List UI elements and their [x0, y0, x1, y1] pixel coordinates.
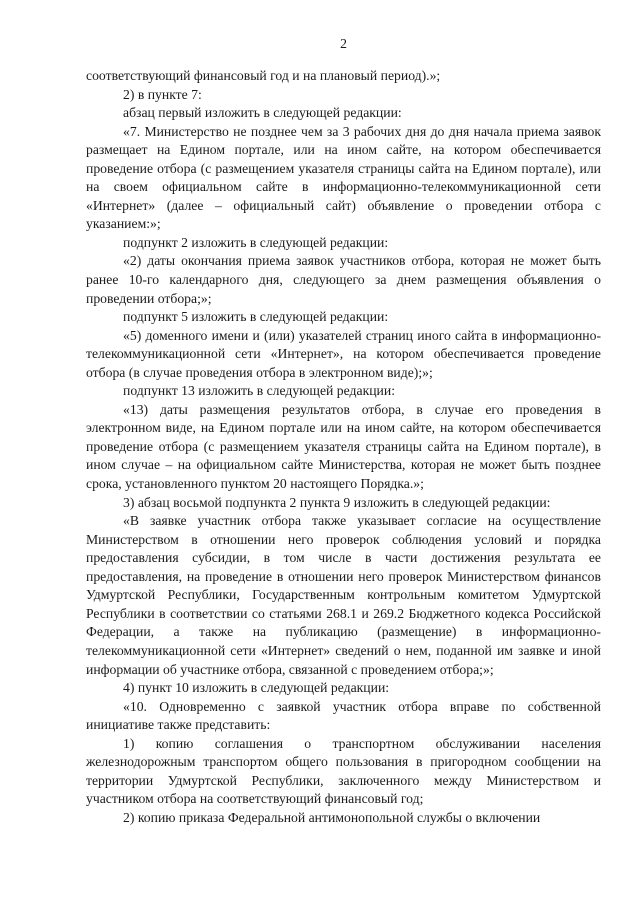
paragraph: абзац первый изложить в следующей редакции: — [123, 105, 402, 121]
paragraph: «13) даты размещения результатов отбора, в случае его проведения в электронном виде, на Едином портале или на ином сайте, на котором обеспечивается проведение отбора (с размещением указателя страницы сайта на Едином портале), в ином случае – на официальном сайте Министерства, которая не может быть позднее срока, установленного пунктом 20 настоящего Порядка.»; — [86, 401, 601, 492]
paragraph: «10. Одновременно с заявкой участник отбора вправе по собственной инициативе также представить: — [86, 698, 601, 733]
paragraph: подпункт 2 изложить в следующей редакции: — [123, 234, 389, 250]
document-body — [86, 67, 601, 827]
paragraph: 1) копию соглашения о транспортном обслуживании населения железнодорожным транспортом общего пользования в пригородном сообщении на территории Удмуртской Республики, заключенного между Министерством и участником отбора на соответствующий финансовый год; — [86, 735, 601, 807]
paragraph: 2) копию приказа Федеральной антимонопольной службы о включении — [123, 809, 541, 825]
paragraph: 3) абзац восьмой подпункта 2 пункта 9 изложить в следующей редакции: — [123, 494, 551, 510]
paragraph: «В заявке участник отбора также указывает согласие на осуществление Министерством в отношении него проверок соблюдения условий и порядка предоставления субсидии, в том числе в части достижения результата ее предоставления, на проведение в отношении него проверок Министерством финансов Удмуртской Республики, Государственным контрольным комитетом Удмуртской Республики в соответствии со статьями 268.1 и 269.2 Бюджетного кодекса Российской Федерации, а также на публикацию (размещение) в информационно-телекоммуникационной сети «Интернет» сведений о нем, поданной им заявке и иной информации об участнике отбора, связанной с проведением отбора;»; — [86, 513, 601, 677]
paragraph: 4) пункт 10 изложить в следующей редакции: — [123, 680, 390, 696]
paragraph: 2) в пункте 7: — [123, 86, 202, 102]
paragraph: подпункт 5 изложить в следующей редакции: — [123, 309, 389, 325]
page-number: 2 — [340, 36, 347, 51]
paragraph: «7. Министерство не позднее чем за 3 рабочих дня до дня начала приема заявок размещает на Едином портале, или на ином сайте, на котором обеспечивается проведение отбора (с размещением указателя страницы сайта на Едином портале), или на своем официальном сайте в информационно-телекоммуникационной сети «Интернет» (далее – официальный сайт) объявление о проведении отбора с указанием:»; — [86, 123, 601, 232]
paragraph: «5) доменного имени и (или) указателей страниц иного сайта в информационно-телекоммуникационной сети «Интернет», на котором обеспечивается проведение отбора (в случае проведения отбора в электронном виде);»; — [86, 327, 601, 380]
paragraph: соответствующий финансовый год и на плановый период).»; — [86, 68, 441, 83]
paragraph: подпункт 13 изложить в следующей редакции: — [123, 383, 395, 399]
paragraph: «2) даты окончания приема заявок участников отбора, которая не может быть ранее 10-го календарного дня, следующего за днем размещения объявления о проведении отбора;»; — [86, 253, 601, 306]
document-page — [86, 0, 601, 905]
